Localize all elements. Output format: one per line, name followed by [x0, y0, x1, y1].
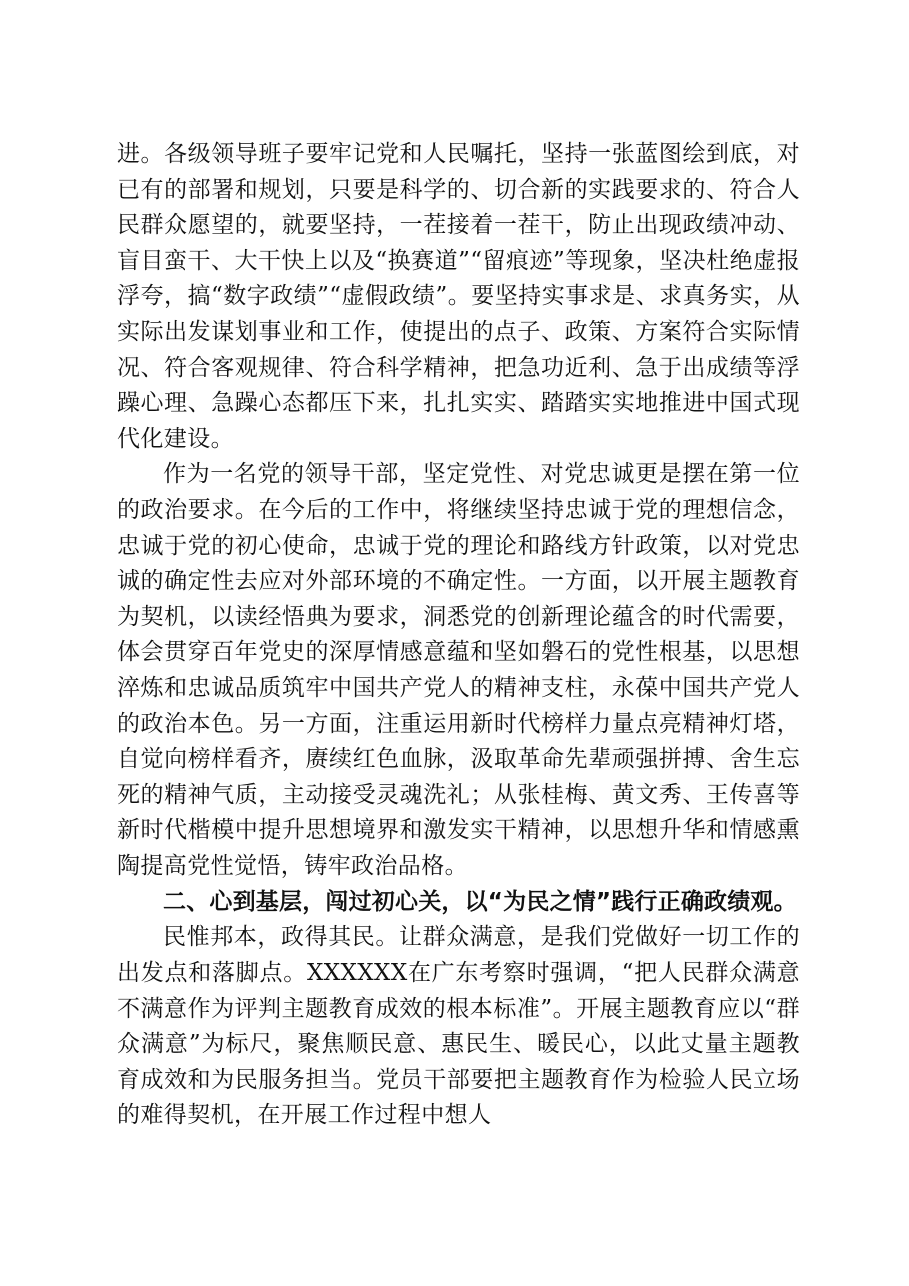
paragraph-people-satisfaction: 民惟邦本，政得其民。让群众满意，是我们党做好一切工作的出发点和落脚点。XXXXXX在广东考察时强调，“把人民群众满意不满意作为评判主题教育成效的根本标准”。开展主题教育应以“群众满意”为标尺，聚焦顺民意、惠民生、暖民心，以此丈量主题教育成效和为民服务担当。党员干部要把主题教育作为检验人民立场的难得契机，在开展工作过程中想人 [117, 924, 800, 1129]
document-body [117, 137, 800, 1134]
section-heading-two: 二、心到基层，闯过初心关，以“为民之情”践行正确政绩观。 [163, 889, 797, 916]
paragraph-continuation: 进。各级领导班子要牢记党和人民嘱托，坚持一张蓝图绘到底，对已有的部署和规划，只要是科学的、切合新的实践要求的、符合人民群众愿望的，就要坚持，一茬接着一茬干，防止出现政绩冲动、盲目蛮干、大干快上以及“换赛道”“留痕迹”等现象，坚决杜绝虚报浮夸，搞“数字政绩”“虚假政绩”。要坚持实事求是、求真务实，从实际出发谋划事业和工作，使提出的点子、政策、方案符合实际情况、符合客观规律、符合科学精神，把急功近利、急于出成绩等浮躁心理、急躁心态都压下来，扎扎实实、踏踏实实地推进中国式现代化建设。 [117, 141, 800, 452]
paragraph-party-loyalty: 作为一名党的领导干部，坚定党性、对党忠诚更是摆在第一位的政治要求。在今后的工作中，将继续坚持忠诚于党的理想信念，忠诚于党的初心使命，忠诚于党的理论和路线方针政策，以对党忠诚的确定性去应对外部环境的不确定性。一方面，以开展主题教育为契机，以读经悟典为要求，洞悉党的创新理论蕴含的时代需要，体会贯穿百年党史的深厚情感意蕴和坚如磐石的党性根基，以思想淬炼和忠诚品质筑牢中国共产党人的精神支柱，永葆中国共产党人的政治本色。另一方面，注重运用新时代榜样力量点亮精神灯塔，自觉向榜样看齐，赓续红色血脉，汲取革命先辈顽强拼搏、舍生忘死的精神气质，主动接受灵魂洗礼；从张桂梅、黄文秀、王传喜等新时代楷模中提升思想境界和激发实干精神，以思想升华和情感熏陶提高党性觉悟，铸牢政治品格。 [117, 461, 800, 879]
